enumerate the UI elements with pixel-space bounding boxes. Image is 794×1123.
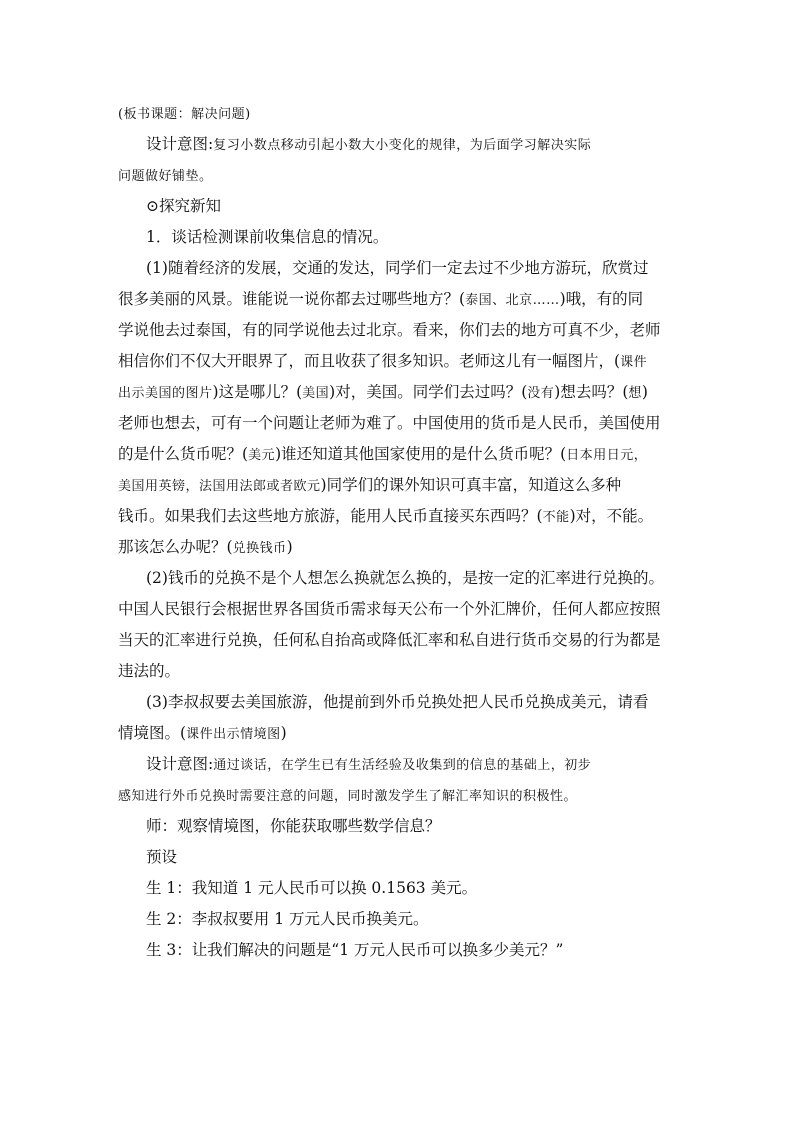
student-answer-1 bbox=[118, 873, 678, 904]
paragraph-note: 课件 bbox=[620, 355, 648, 370]
paragraph-note: 日本用日元， bbox=[566, 448, 648, 463]
paragraph-1-line bbox=[118, 439, 678, 470]
paragraph-2-line bbox=[118, 625, 678, 656]
paragraph-text: 学说他去过泰国，有的同学说他去过北京。看来，你们去的地方可真不少，老师 bbox=[118, 321, 661, 339]
paragraph-note: 没有 bbox=[527, 386, 555, 401]
paragraph-note: 想 bbox=[628, 386, 642, 401]
document-page bbox=[118, 98, 678, 966]
paragraph-text: 老师也想去，可有一个问题让老师为难了。中国使用的货币是人民币，美国使用 bbox=[118, 414, 661, 432]
paragraph-note: 兑换钱币 bbox=[232, 541, 287, 556]
paragraph-1-line bbox=[118, 253, 678, 284]
paragraph-1-line bbox=[118, 501, 678, 532]
paragraph-text: 钱币。如果我们去这些地方旅游，能用人民币直接买东西吗？( bbox=[118, 507, 543, 525]
paragraph-note: 课件出示情境图 bbox=[186, 727, 281, 742]
paragraph-1-line bbox=[118, 470, 678, 501]
paragraph-text: (3)李叔叔要去美国旅游，他提前到外币兑换处把人民币兑换成美元，请看 bbox=[146, 693, 649, 711]
paragraph-text: 很多美丽的风景。谁能说一说你都去过哪些地方？( bbox=[118, 290, 466, 308]
paragraph-1-line bbox=[118, 408, 678, 439]
paragraph-text: ) bbox=[286, 538, 293, 556]
paragraph-text: )对，美国。同学们去过吗？( bbox=[329, 383, 528, 401]
student-answer-3 bbox=[118, 935, 678, 966]
paragraph-text: )谁还知道其他国家使用的是什么货币呢？( bbox=[275, 445, 567, 463]
paragraph-note: 美国 bbox=[302, 386, 330, 401]
paragraph-text: 情境图。( bbox=[118, 724, 187, 742]
paragraph-text: )这是哪儿？( bbox=[212, 383, 303, 401]
paragraph-text: 的是什么货币呢？( bbox=[118, 445, 249, 463]
board-title bbox=[118, 98, 678, 129]
paragraph-text: 那该怎么办呢？( bbox=[118, 538, 233, 556]
paragraph-text: )想去吗？( bbox=[554, 383, 629, 401]
paragraph-note: 美国用英镑，法国用法郎或者欧元 bbox=[118, 479, 321, 494]
preset-heading bbox=[118, 842, 678, 873]
design-intent-text: 通过谈话，在学生已有生活经验及收集到的信息的基础上，初步 bbox=[213, 758, 592, 773]
paragraph-note: 泰国、北京…… bbox=[465, 293, 560, 308]
section-title-text: ⊙探究新知 bbox=[146, 197, 221, 215]
paragraph-1-line bbox=[118, 532, 678, 563]
teacher-question-text: 师：观察情境图，你能获取哪些数学信息？ bbox=[146, 817, 441, 835]
paragraph-note: 出示美国的图片 bbox=[118, 386, 213, 401]
design-intent-text: 感知进行外币兑换时需要注意的问题，同时激发学生了解汇率知识的积极性。 bbox=[118, 789, 578, 804]
paragraph-1-line bbox=[118, 346, 678, 377]
paragraph-2-line bbox=[118, 563, 678, 594]
student-answer-text: 生 1：我知道 1 元人民币可以换 0.1563 美元。 bbox=[146, 879, 478, 897]
paragraph-2-line bbox=[118, 594, 678, 625]
paragraph-text: ) bbox=[280, 724, 287, 742]
paragraph-text: 当天的汇率进行兑换，任何私自抬高或降低汇率和私自进行货币交易的行为都是 bbox=[118, 631, 661, 649]
paragraph-text: )同学们的课外知识可真丰富，知道这么多种 bbox=[320, 476, 622, 494]
paragraph-2-line bbox=[118, 656, 678, 687]
design-intent-2-line-1 bbox=[118, 749, 678, 780]
student-answer-2 bbox=[118, 904, 678, 935]
paragraph-text: 违法的。 bbox=[118, 662, 181, 680]
design-intent-1-line-1 bbox=[118, 129, 678, 160]
student-answer-text: 生 2：李叔叔要用 1 万元人民币换美元。 bbox=[146, 910, 429, 928]
paragraph-text: ) bbox=[641, 383, 648, 401]
paragraph-1-line bbox=[118, 284, 678, 315]
board-title-text: (板书课题：解决问题) bbox=[118, 107, 251, 122]
design-intent-text: 复习小数点移动引起小数大小变化的规律，为后面学习解决实际 bbox=[213, 138, 592, 153]
paragraph-text: 中国人民银行会根据世界各国货币需求每天公布一个外汇牌价，任何人都应按照 bbox=[118, 600, 661, 618]
paragraph-note: 不能 bbox=[542, 510, 570, 525]
paragraph-text: 相信你们不仅大开眼界了，而且收获了很多知识。老师这儿有一幅图片，( bbox=[118, 352, 621, 370]
paragraph-note: 美元 bbox=[248, 448, 276, 463]
paragraph-text: )对，不能。 bbox=[569, 507, 654, 525]
design-intent-label: 设计意图: bbox=[146, 755, 214, 773]
design-intent-2-line-2 bbox=[118, 780, 678, 811]
paragraph-text: (1)随着经济的发展，交通的发达，同学们一定去过不少地方游玩，欣赏过 bbox=[146, 259, 649, 277]
teacher-question bbox=[118, 811, 678, 842]
preset-heading-text: 预设 bbox=[146, 848, 178, 866]
paragraph-1-line bbox=[118, 377, 678, 408]
design-intent-1-line-2 bbox=[118, 160, 678, 191]
design-intent-label: 设计意图: bbox=[146, 135, 214, 153]
section-title bbox=[118, 191, 678, 222]
student-answer-text: 生 3：让我们解决的问题是“1 万元人民币可以换多少美元？” bbox=[146, 941, 564, 959]
paragraph-1-line bbox=[118, 315, 678, 346]
item-1 bbox=[118, 222, 678, 253]
design-intent-text: 问题做好铺垫。 bbox=[118, 169, 213, 184]
paragraph-text: (2)钱币的兑换不是个人想怎么换就怎么换的，是按一定的汇率进行兑换的。 bbox=[146, 569, 664, 587]
paragraph-3-line bbox=[118, 687, 678, 718]
item-1-text: 1．谈话检测课前收集信息的情况。 bbox=[146, 228, 389, 246]
paragraph-3-line bbox=[118, 718, 678, 749]
paragraph-text: )哦，有的同 bbox=[559, 290, 644, 308]
